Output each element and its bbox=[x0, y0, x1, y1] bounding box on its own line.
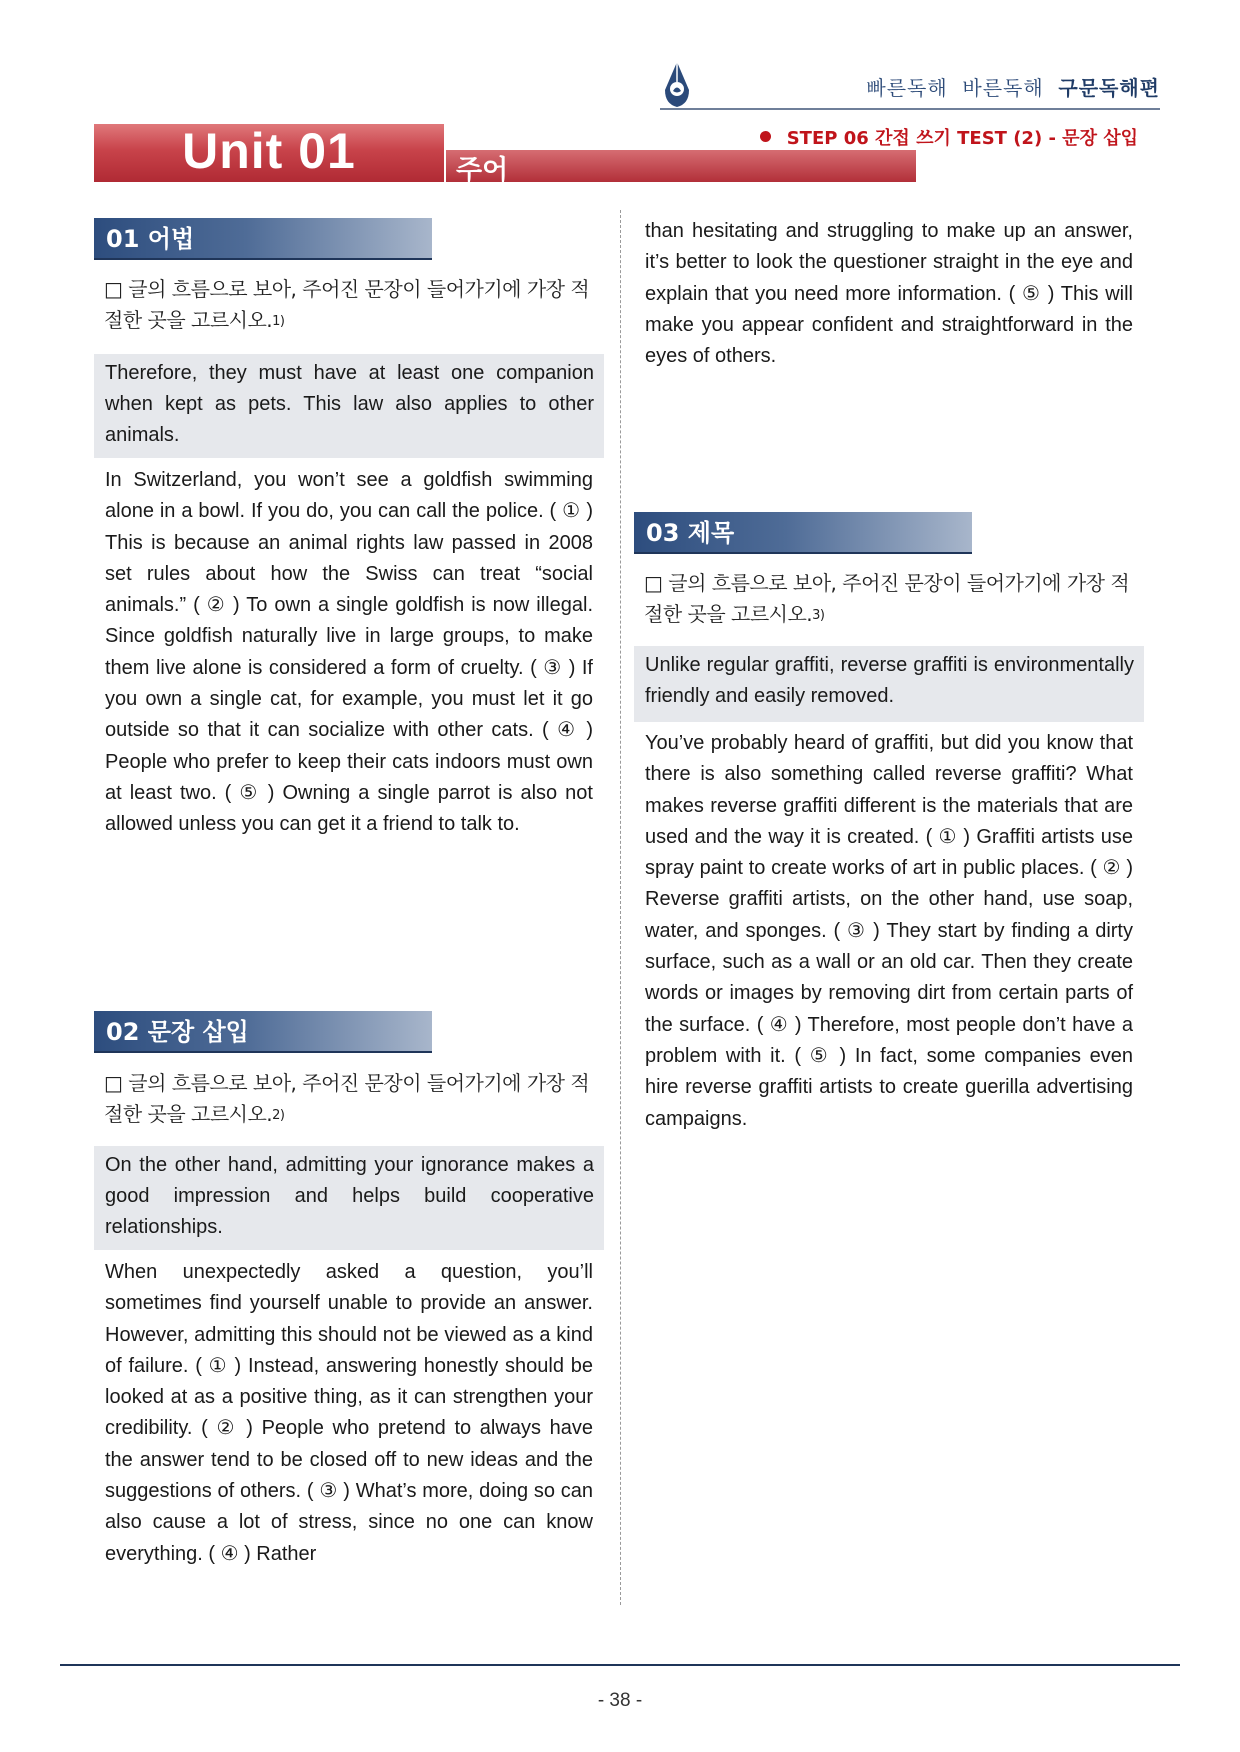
topic-banner bbox=[446, 150, 916, 182]
passage-03: You’ve probably heard of graffiti, but did you know that there is also something called reverse graffiti? What makes reverse graffiti different is the materials that are used and the way it is created. ( ① ) Graffiti artists use spray paint to create works of art in public places. ( ② ) Reverse graffiti artists, on the other hand, use soap, water, and sponges. ( ③ ) They start by finding a dirty surface, such as a wall or an old car. Then they create words or images by removing dirt from certain parts of the surface. ( ④ ) Therefore, most people don’t have a problem with it. ( ⑤ ) In fact, some companies even hire reverse graffiti artists to create guerilla advertising campaigns. bbox=[645, 732, 1133, 1130]
instruction-01: □ 글의 흐름으로 보아, 주어진 문장이 들어가기에 가장 적절한 곳을 고르시오.1) bbox=[104, 277, 590, 332]
section-heading-01: 01 어법 bbox=[94, 218, 432, 260]
unit-title: Unit 01 bbox=[182, 123, 356, 179]
instruction-03: □ 글의 흐름으로 보아, 주어진 문장이 들어가기에 가장 적절한 곳을 고르시오.3) bbox=[644, 571, 1130, 626]
header-rule bbox=[660, 108, 1160, 110]
footer-rule bbox=[60, 1664, 1180, 1666]
section-heading-03: 03 제목 bbox=[634, 512, 972, 554]
page-number: - 38 - bbox=[597, 1690, 643, 1711]
given-sentence-box-02: On the other hand, admitting your ignorance makes a good impression and helps build cooperative relationships. bbox=[94, 1146, 604, 1250]
bullet-icon bbox=[760, 131, 771, 142]
section-heading-02: 02 문장 삽입 bbox=[94, 1011, 432, 1053]
column-divider bbox=[620, 210, 621, 1605]
step-heading: STEP 06 간접 쓰기 TEST (2) - 문장 삽입 bbox=[720, 124, 1138, 150]
series-title: 빠른독해 바른독해 구문독해편 bbox=[866, 76, 1160, 100]
given-sentence-box-03: Unlike regular graffiti, reverse graffiti is environmentally friendly and easily removed. bbox=[634, 646, 1144, 722]
pen-nib-logo-icon bbox=[660, 60, 694, 110]
passage-01: In Switzerland, you won’t see a goldfish swimming alone in a bowl. If you do, you can call the police. ( ① ) This is because an animal rights law passed in 2008 set rules about how the Swiss can treat “social animals.” ( ② ) To own a single goldfish is now illegal. Since goldfish naturally live in large groups, to make them live alone is considered a form of cruelty. ( ③ ) If you own a single cat, for example, you must let it go outside so that it can socialize with other cats. ( ④ ) People who prefer to keep their cats indoors must own at least two. ( ⑤ ) Owning a single parrot is also not allowed unless you can get it a friend to talk to. bbox=[105, 469, 593, 836]
passage-02-continued: than hesitating and struggling to make up an answer, it’s better to look the questioner straight in the eye and explain that you need more information. ( ⑤ ) This will make you appear confident and straightforward in the eyes of others. bbox=[645, 220, 1133, 368]
instruction-02: □ 글의 흐름으로 보아, 주어진 문장이 들어가기에 가장 적절한 곳을 고르시오.2) bbox=[104, 1071, 590, 1126]
passage-02: When unexpectedly asked a question, you’ll sometimes find yourself unable to provide an answer. However, admitting this should not be viewed as a kind of failure. ( ① ) Instead, answering honestly should be looked at as a positive thing, as it can strengthen your credibility. ( ② ) People who pretend to always have the answer tend to be closed off to new ideas and the suggestions of others. ( ③ ) What’s more, doing so can also cause a lot of stress, since no one can know everything. ( ④ ) Rather bbox=[105, 1261, 593, 1565]
topic-label: 주어 bbox=[456, 155, 509, 186]
given-sentence-box-01: Therefore, they must have at least one companion when kept as pets. This law also applies to other animals. bbox=[94, 354, 604, 458]
